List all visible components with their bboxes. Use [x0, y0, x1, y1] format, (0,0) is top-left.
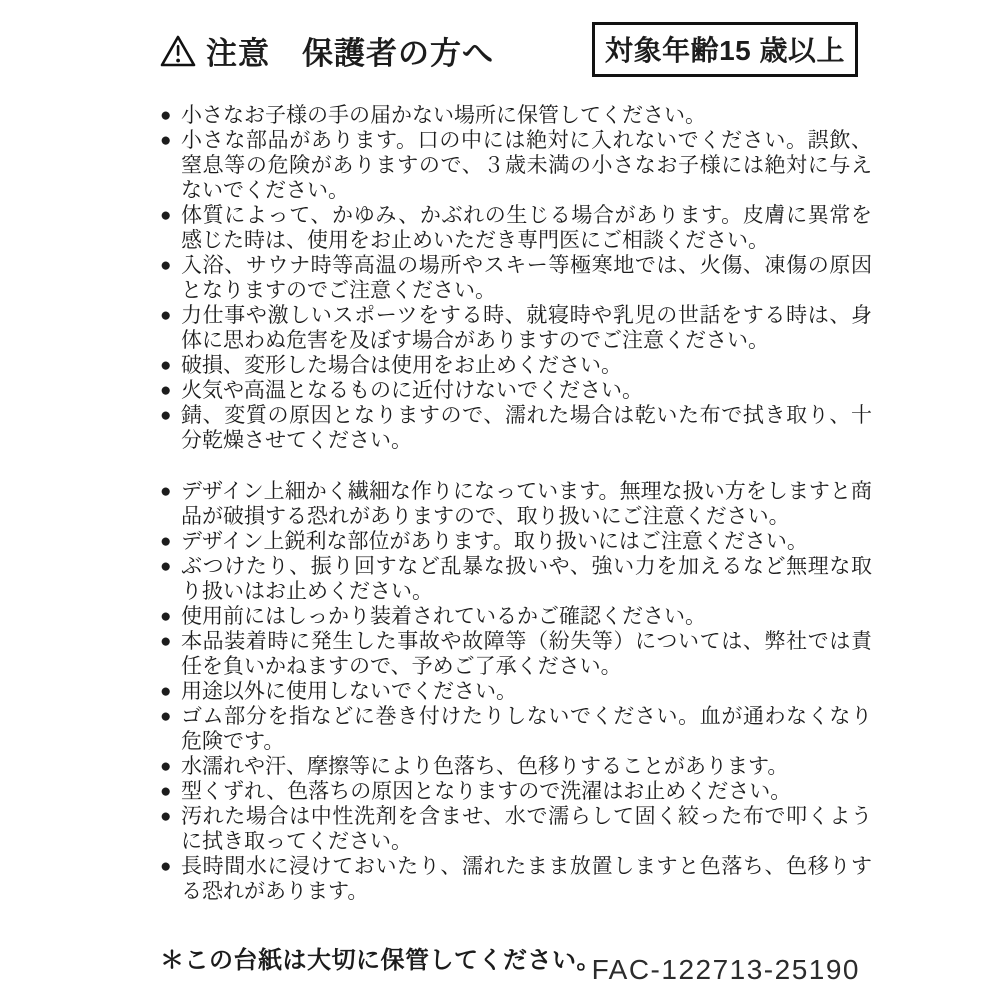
- list-item: [160, 704, 872, 754]
- handling-warnings-list: [160, 479, 872, 904]
- warning-text: デザイン上鋭利な部位があります。取り扱いにはご注意ください。: [181, 530, 808, 553]
- list-item: [160, 303, 872, 353]
- bullet-icon: ●: [160, 706, 172, 727]
- bullet-icon: ●: [160, 105, 172, 126]
- warning-text: 使用前にはしっかり装着されているかご確認ください。: [181, 605, 706, 628]
- warning-text: 錆、変質の原因となりますので、濡れた場合は乾いた布で拭き取り、十分乾燥させてください。: [181, 404, 872, 452]
- list-item: [160, 604, 872, 629]
- bullet-icon: ●: [160, 806, 172, 827]
- list-item: [160, 203, 872, 253]
- warning-text: 力仕事や激しいスポーツをする時、就寝時や乳児の世話をする時は、身体に思わぬ危害を及ぼす場合がありますのでご注意ください。: [181, 304, 872, 352]
- warning-text: 型くずれ、色落ちの原因となりますので洗濯はお止めください。: [181, 780, 792, 803]
- list-item: [160, 103, 872, 128]
- list-item: [160, 854, 872, 904]
- warning-text: 小さなお子様の手の届かない場所に保管してください。: [181, 104, 706, 127]
- bullet-icon: ●: [160, 405, 172, 426]
- warning-text: 火気や高温となるものに近付けないでください。: [181, 379, 643, 402]
- warning-text: 入浴、サウナ時等高温の場所やスキー等極寒地では、火傷、凍傷の原因となりますのでご注意ください。: [181, 254, 872, 302]
- warning-triangle-icon: [160, 34, 196, 68]
- warning-text: 汚れた場合は中性洗剤を含ませ、水で濡らして固く絞った布で叩くように拭き取ってください。: [181, 805, 872, 853]
- list-item: [160, 529, 872, 554]
- list-item: [160, 679, 872, 704]
- bullet-icon: ●: [160, 531, 172, 552]
- list-item: [160, 128, 872, 203]
- bullet-icon: ●: [160, 130, 172, 151]
- page-title: [160, 22, 494, 73]
- product-code: FAC-122713-25190: [591, 954, 860, 985]
- header: [160, 22, 872, 77]
- warning-text: ゴム部分を指などに巻き付けたりしないでください。血が通わなくなり危険です。: [181, 705, 872, 753]
- audience-label: 保護者の方へ: [302, 36, 494, 71]
- bullet-icon: ●: [160, 781, 172, 802]
- bullet-icon: ●: [160, 556, 172, 577]
- bullet-icon: ●: [160, 380, 172, 401]
- caution-label: 注意: [206, 36, 270, 71]
- bullet-icon: ●: [160, 355, 172, 376]
- list-item: [160, 403, 872, 453]
- bullet-icon: ●: [160, 856, 172, 877]
- list-item: [160, 804, 872, 854]
- list-item: [160, 554, 872, 604]
- warning-text: 破損、変形した場合は使用をお止めください。: [181, 354, 622, 377]
- bullet-icon: ●: [160, 205, 172, 226]
- warning-text: デザイン上細かく繊細な作りになっています。無理な扱い方をしますと商品が破損する恐れがありますので、取り扱いにご注意ください。: [181, 480, 872, 528]
- list-item: [160, 253, 872, 303]
- list-item: [160, 779, 872, 804]
- general-warnings-list: [160, 103, 872, 453]
- list-item: [160, 353, 872, 378]
- keep-card-note: ＊この台紙は大切に保管してください。: [160, 947, 601, 974]
- bullet-icon: ●: [160, 631, 172, 652]
- warning-text: ぶつけたり、振り回すなど乱暴な扱いや、強い力を加えるなど無理な取り扱いはお止めください。: [181, 555, 872, 603]
- bullet-icon: ●: [160, 305, 172, 326]
- warning-text: 体質によって、かゆみ、かぶれの生じる場合があります。皮膚に異常を感じた時は、使用をお止めいただき専門医にご相談ください。: [181, 204, 872, 252]
- list-item: [160, 378, 872, 403]
- bullet-icon: ●: [160, 481, 172, 502]
- warning-text: 用途以外に使用しないでください。: [181, 680, 517, 703]
- list-item: [160, 629, 872, 679]
- warning-text: 小さな部品があります。口の中には絶対に入れないでください。誤飲、窒息等の危険がありますので、３歳未満の小さなお子様には絶対に与えないでください。: [181, 129, 872, 202]
- bullet-icon: ●: [160, 681, 172, 702]
- warning-text: 長時間水に浸けておいたり、濡れたまま放置しますと色落ち、色移りする恐れがあります。: [181, 855, 872, 903]
- age-restriction-badge: 対象年齢15 歳以上: [592, 22, 858, 77]
- list-item: [160, 479, 872, 529]
- list-item: [160, 754, 872, 779]
- bullet-icon: ●: [160, 606, 172, 627]
- warning-text: 水濡れや汗、摩擦等により色落ち、色移りすることがあります。: [181, 755, 789, 778]
- warning-text: 本品装着時に発生した事故や故障等（紛失等）については、弊社では責任を負いかねますので、予めご了承ください。: [181, 630, 872, 678]
- bullet-icon: ●: [160, 255, 172, 276]
- bullet-icon: ●: [160, 756, 172, 777]
